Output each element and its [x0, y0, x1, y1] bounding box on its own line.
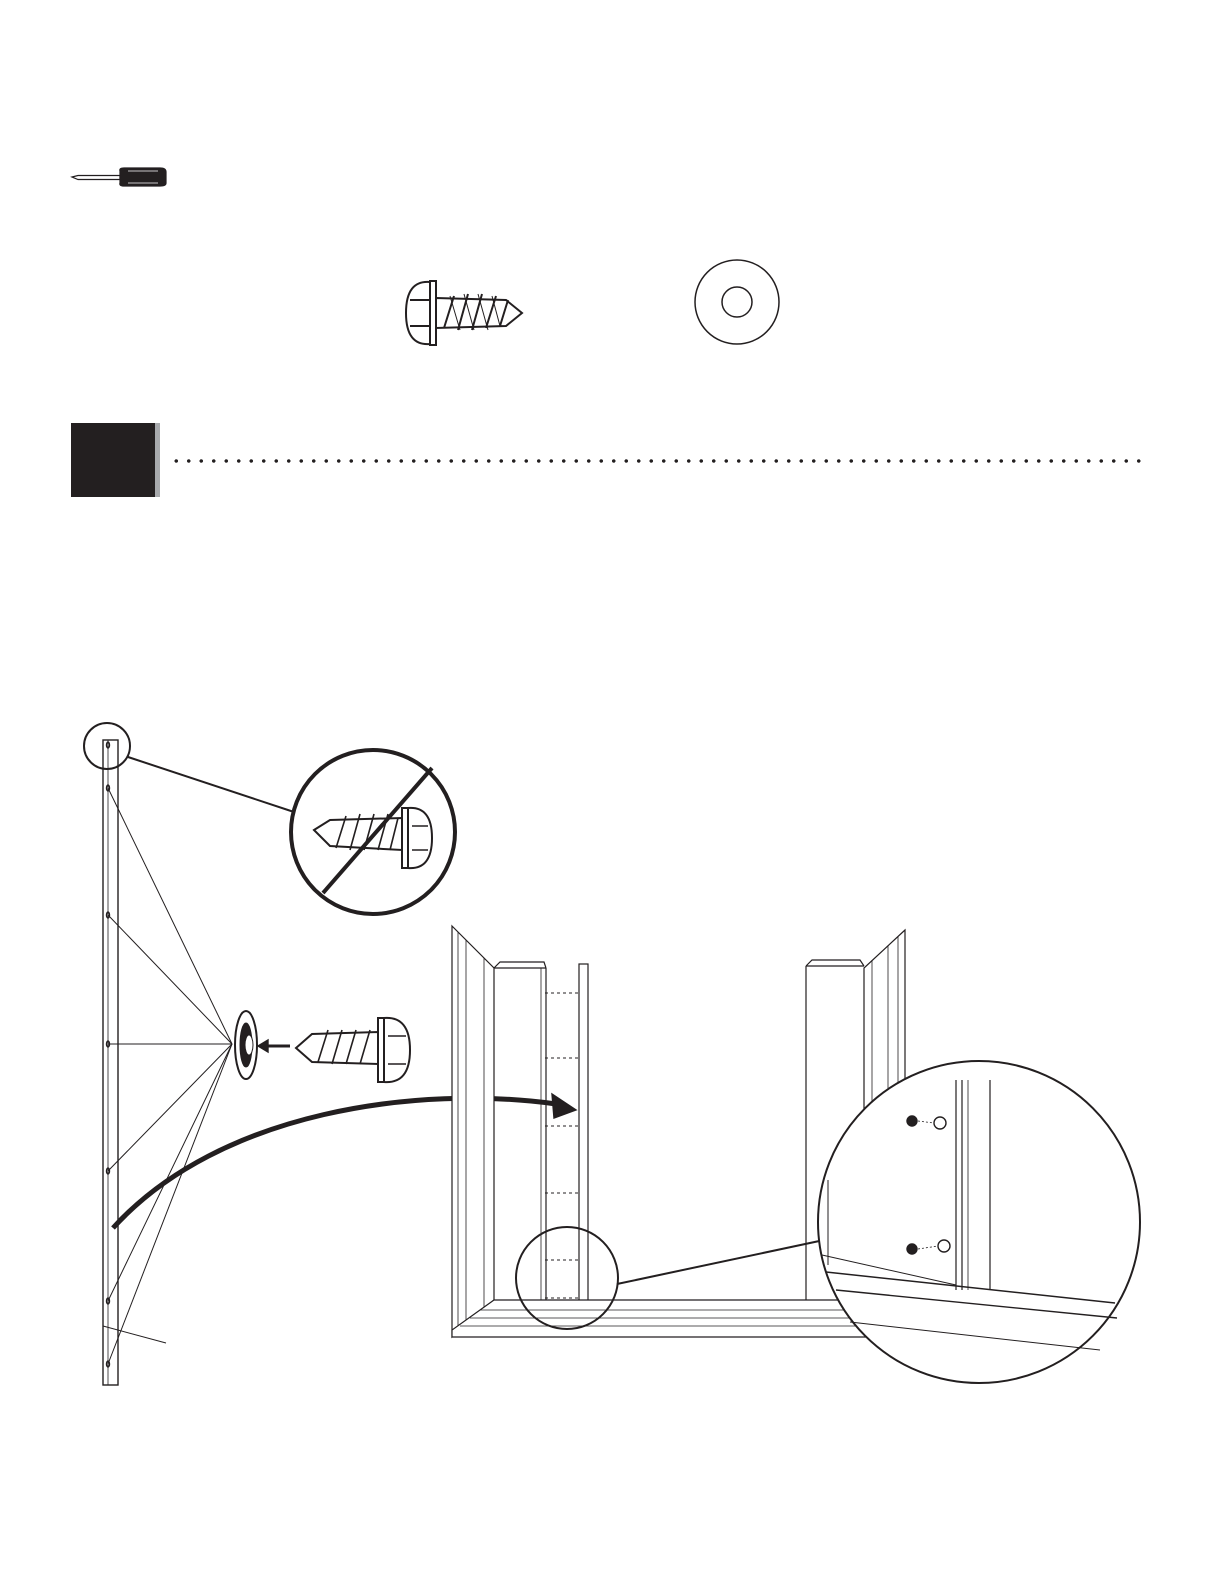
no-screw-at-top-hole-callout — [291, 750, 455, 914]
vertical-rail — [103, 740, 166, 1385]
hole-guide-lines — [108, 788, 232, 1364]
screw-with-washer-callout — [235, 1011, 410, 1082]
installed-screw-detail-callout — [818, 1061, 1140, 1383]
